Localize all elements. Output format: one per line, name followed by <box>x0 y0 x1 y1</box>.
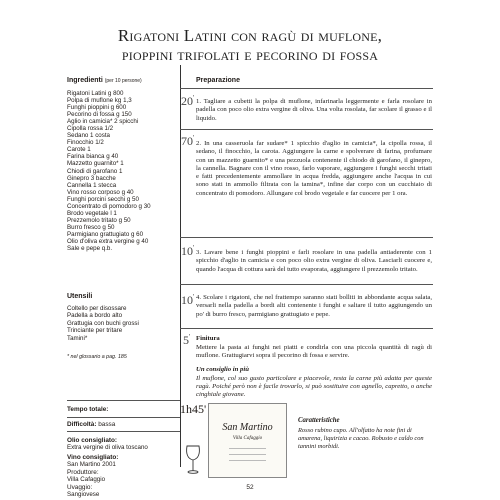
divider <box>67 431 180 432</box>
list-item: Coltello per disossare <box>67 305 127 312</box>
list-item: Pecorino di fossa g 150 <box>67 111 132 119</box>
divider <box>180 328 433 329</box>
list-item: Vino rosso corposo g 40 <box>67 188 134 196</box>
list-item: Cipolla rossa 1/2 <box>67 125 114 133</box>
list-item: Funghi porcini secchi g 50 <box>67 195 139 203</box>
utensils-list <box>67 305 177 342</box>
producer-value: Villa Cafaggio <box>67 476 106 483</box>
list-item: Olio d'oliva extra vergine g 40 <box>67 237 149 245</box>
divider <box>229 448 266 449</box>
list-item: Prezzemolo tritato g 50 <box>67 216 131 224</box>
step-time <box>181 94 194 109</box>
grapes-value: Sangiovese <box>67 491 100 498</box>
finish-text: Mettere la pasta ai funghi nei piatti e condirla con una piccola quantità di ragù di muflone. Grattugiarvi sopra il pecorino di fossa e servire. <box>196 344 432 360</box>
list-item: Grattugia con buchi grossi <box>67 319 139 327</box>
producer-label: Produttore: <box>67 469 99 476</box>
divider <box>180 237 433 238</box>
oil-label: Olio consigliato: <box>67 437 118 444</box>
step-3: 3. Lavare bene i funghi pioppini e farli rosolare in una padella antiaderente con 1 spicchio d'aglio in camicia e con poco olio extra vergine di oliva. Lasciarli cuocere e, quando l'acqua di cottura sarà del tutto evaporata, aggiungere il prezzemolo tritato. <box>196 249 432 273</box>
divider <box>229 454 266 455</box>
difficulty-label-text: Difficoltà: <box>67 421 97 428</box>
recipe-title-line2: pioppini trifolati e pecorino di fossa <box>121 45 379 64</box>
list-item: Cannella 1 stecca <box>67 181 117 189</box>
list-item: Burro fresco g 50 <box>67 223 115 231</box>
ingredients-list <box>67 90 177 252</box>
grapes-label: Uvaggio: <box>67 484 93 491</box>
glossary-note: * nel glossario a pag. 185 <box>67 354 127 360</box>
list-item: Aglio in camicia* 2 spicchi <box>67 118 139 126</box>
divider <box>180 129 433 130</box>
step-time-unit: ' <box>189 333 191 341</box>
step-1: 1. Tagliare a cubetti la polpa di muflone, infarinarla leggermente e farla rosolare in padella con poco olio extra vergine di oliva. Una volta rosolata, far scolare il grasso e il liquido. <box>196 98 432 122</box>
list-item: Ginepro 3 bacche <box>67 174 116 182</box>
wine-value: San Martino 2001 <box>67 461 116 468</box>
advice-text: Il muflone, col suo gusto particolare e piacevole, resta la carne più adatta per queste ragù. Poiché però non è facile trovarlo, si può sostituire con agnello, capretto, o anche cinghiale giovane. <box>196 375 432 399</box>
wine-glass-icon <box>184 444 202 476</box>
divider <box>229 460 266 461</box>
oil-value: Extra vergine di oliva toscano <box>67 444 148 451</box>
preparation-header: Preparazione <box>196 77 240 84</box>
total-time-label: Tempo totale: <box>67 406 109 413</box>
list-item: Rigatoni Latini g 800 <box>67 90 124 97</box>
list-item: Carote 1 <box>67 146 91 154</box>
step-time-unit: ' <box>193 134 195 142</box>
list-item: Finocchio 1/2 <box>67 139 104 147</box>
list-item: Sale e pepe q.b. <box>67 245 113 253</box>
list-item: Trinciante per tritare <box>67 327 123 335</box>
list-item: Funghi pioppini g 600 <box>67 104 127 112</box>
wine-label: Vino consigliato: <box>67 454 119 461</box>
page-number: 52 <box>246 484 254 491</box>
list-item: Mazzetto guarnito* 1 <box>67 160 124 168</box>
list-item: Tamini* <box>67 334 88 342</box>
step-time <box>181 244 194 259</box>
finish-title: Finitura <box>196 335 220 342</box>
wine-label-sub: Villa Cafaggio <box>232 436 263 441</box>
list-item: Concentrato di pomodoro g 30 <box>67 202 151 210</box>
divider <box>67 417 180 418</box>
list-item: Brodo vegetale l 1 <box>67 209 117 217</box>
step-4: 4. Scolare i rigatoni, che nel frattempo saranno stati bolliti in abbondante acqua salata, versarli nella padella a bordi alti contenente i funghi e saltare il tutto aggiungendo un po' di burro fresco, parmigiano grattugiato e pepe. <box>196 294 432 318</box>
list-item: Sedano 1 costa <box>67 132 111 140</box>
wine-label-image <box>208 403 287 478</box>
difficulty-label <box>67 421 115 428</box>
ingredients-header <box>67 77 142 84</box>
divider <box>180 284 433 285</box>
characteristics-title: Caratteristiche <box>298 417 340 424</box>
step-time <box>181 293 194 308</box>
step-time-value: 20 <box>181 94 193 108</box>
step-time <box>183 333 190 348</box>
step-time-value: 5 <box>183 333 189 347</box>
list-item: Polpa di muflone kg 1,3 <box>67 97 132 105</box>
utensils-header: Utensili <box>67 293 93 300</box>
ingredients-header-label: Ingredienti <box>67 77 103 84</box>
step-time <box>181 134 194 149</box>
advice-title: Un consiglio in più <box>196 366 249 373</box>
step-time-value: 10 <box>181 293 193 307</box>
characteristics-text: Rosso rubino cupo. All'olfatto ha note fini di amarena, liquirizia e cacao. Robusto e caldo con tannini morbidi. <box>298 427 424 450</box>
ingredients-servings: (per 10 persone) <box>104 78 142 84</box>
list-item: Chiodi di garofano 1 <box>67 167 123 175</box>
list-item: Parmigiano grattugiato g 60 <box>67 230 144 238</box>
recipe-title-line1: Rigatoni Latini con ragù di muflone, <box>117 26 383 45</box>
wine-label-brand: San Martino <box>222 422 273 433</box>
divider <box>67 400 180 401</box>
step-time-unit: ' <box>193 293 195 301</box>
list-item: Farina bianca g 40 <box>67 153 119 161</box>
step-time-value: 70 <box>181 134 193 148</box>
step-time-unit: ' <box>193 244 195 252</box>
total-time-value: 1h45' <box>180 402 207 416</box>
divider <box>180 88 433 89</box>
step-time-unit: ' <box>193 94 195 102</box>
difficulty-value: bassa <box>98 421 116 428</box>
step-2: 2. In una casseruola far sudare* 1 spicchio d'aglio in camicia*, la cipolla rossa, il sedano, il finocchio, la carota. Aggiungere la carne e spolverare di farina, profumare con un mazzetto guarnito* e una pezzuola contenente il chiodo di garofano, il ginepro, la cannella. Bagnare con il vino rosso, farlo vaporare, aggiungere i funghi secchi tritati e fatti precedentemente ammollare in acqua fredda, aggiungere anche l'acqua in cui sono stati in ammollo filtrata con la tamina*, infine dar corpo con un cucchiaio di concentrato di pomodoro. Allungare col brodo vegetale e far cuocere per 1 ora. <box>196 140 432 197</box>
step-time-value: 10 <box>181 244 193 258</box>
list-item: Padella a bordo alto <box>67 312 123 320</box>
